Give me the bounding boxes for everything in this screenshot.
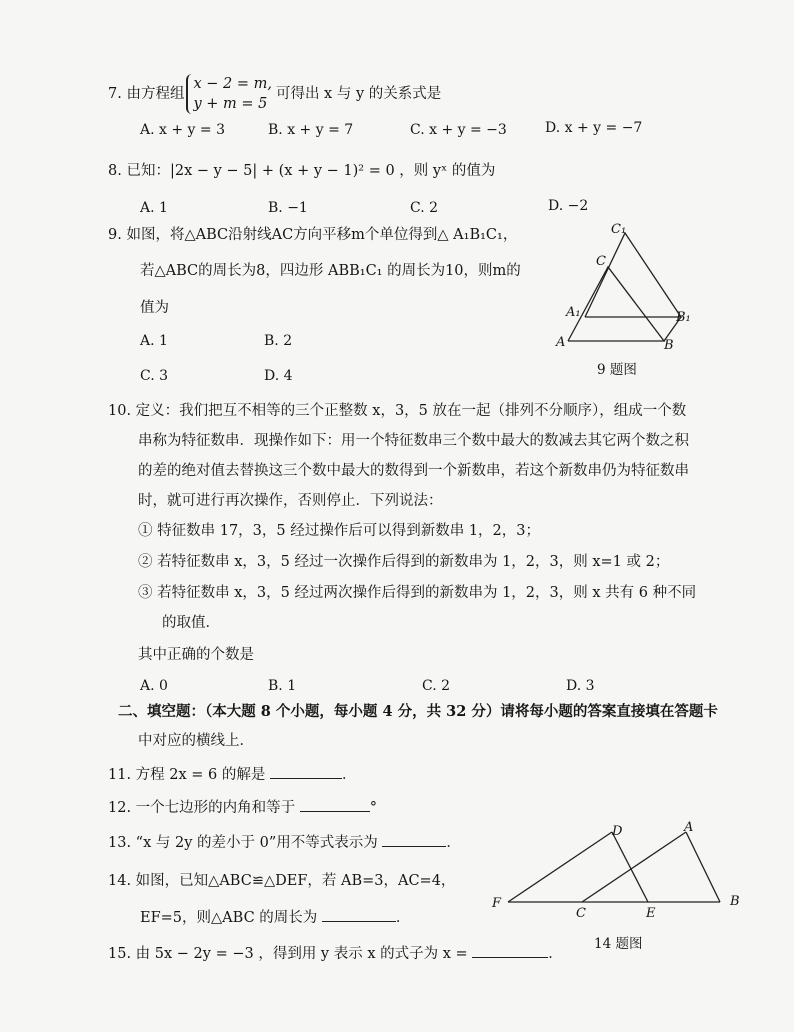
question-stem-line-2: 串称为特征数串．现操作如下：用一个特征数串三个数中最大的数减去其它两个数之积 [138, 433, 689, 449]
statement-1: ① 特征数串 17，3，5 经过操作后可以得到新数串 1，2，3； [138, 523, 541, 539]
option-d: D. −2 [548, 198, 589, 214]
question-end: ． [342, 767, 357, 783]
figure-9-caption: 9 题图 [597, 362, 637, 378]
vertex-label-c: C [596, 254, 606, 269]
question-13 [108, 833, 461, 852]
answer-blank[interactable] [472, 944, 548, 958]
figure-9 [560, 225, 710, 360]
question-number: 9. [108, 227, 122, 243]
question-stem-tail: 可得出 x 与 y 的关系式是 [275, 86, 442, 102]
question-9 [108, 226, 517, 244]
vertex-label-b: B [664, 338, 674, 353]
option-a: A. 1 [140, 333, 168, 349]
vertex-label-a1: A₁ [566, 305, 581, 320]
equation-1: x − 2 = m, [193, 76, 272, 92]
question-stem-line-1: 如图，已知△ABC≌△DEF，若 AB=3，AC=4， [135, 873, 456, 889]
question-stem: 已知：|2x − y − 5| + (x + y − 1)² = 0 ，则 yˣ 的值为 [126, 163, 496, 179]
statement-2: ② 若特征数串 x，3，5 经过一次操作后得到的新数串为 1，2，3，则 x=1 或 2； [138, 554, 670, 570]
option-d: D. 3 [566, 678, 595, 694]
vertex-label-a: A [684, 820, 694, 835]
question-7 [108, 74, 441, 114]
triangle-a1b1c1 [585, 233, 681, 317]
vertex-label-c: C [576, 906, 586, 921]
question-stem-line-3: 的差的绝对值去替换这三个数中最大的数得到一个新数串，若这个新数串仍为特征数串 [138, 463, 689, 479]
question-15 [108, 944, 563, 963]
segment-ca [582, 832, 686, 902]
option-b: B. 1 [268, 678, 297, 694]
question-stem: 由方程组 [126, 86, 185, 102]
question-number: 8. [108, 163, 122, 179]
question-stem-line-4: 时，就可进行再次操作，否则停止．下列说法： [138, 493, 443, 509]
equation-2: y + m = 5 [193, 96, 268, 112]
statement-3-continued: 的取值． [162, 615, 220, 631]
vertex-label-b: B [730, 894, 740, 909]
segment-ab [686, 832, 720, 902]
option-a: A. 1 [140, 200, 168, 216]
question-stem: 一个七边形的内角和等于 [135, 800, 296, 816]
option-d: D. x + y = −7 [545, 120, 643, 136]
question-stem: “x 与 2y 的差小于 0”用不等式表示为 [135, 835, 378, 851]
question-number: 10. [108, 403, 132, 419]
question-stem-line-1: 如图，将△ABC沿射线AC方向平移m个单位得到△ A₁B₁C₁， [126, 227, 518, 243]
question-end: ． [446, 835, 461, 851]
option-c: C. 3 [140, 368, 169, 384]
answer-blank[interactable] [382, 833, 446, 847]
option-b: B. 2 [264, 333, 293, 349]
segment-de [612, 832, 648, 902]
question-stem: 方程 2x = 6 的解是 [135, 767, 266, 783]
option-a: A. 0 [140, 678, 168, 694]
vertex-label-b1: B₁ [676, 310, 691, 325]
option-d: D. 4 [264, 368, 293, 384]
vertex-label-a: A [556, 335, 566, 350]
section-2-heading: 二、填空题：（本大题 8 个小题，每小题 4 分，共 32 分）请将每小题的答案直接填在答题卡 [118, 703, 718, 720]
option-a: A. x + y = 3 [140, 122, 225, 138]
question-number: 15. [108, 946, 132, 962]
vertex-label-e: E [646, 906, 656, 921]
question-stem-line-3: 值为 [140, 300, 169, 316]
vertex-label-f: F [492, 896, 502, 911]
question-number: 7. [108, 86, 122, 102]
question-stem-line-2: EF=5，则△ABC 的周长为 [140, 910, 318, 926]
answer-blank[interactable] [270, 765, 342, 779]
answer-blank[interactable] [322, 908, 396, 922]
question-number: 13. [108, 835, 132, 851]
question-14-line-2 [140, 908, 410, 927]
question-stem-line-2: 若△ABC的周长为8，四边形 ABB₁C₁ 的周长为10，则m的 [140, 263, 521, 279]
option-c: C. 2 [422, 678, 451, 694]
question-stem-line-1: 定义：我们把互不相等的三个正整数 x，3，5 放在一起（排列不分顺序），组成一个数 [135, 403, 687, 419]
vertex-label-c1: C₁ [611, 222, 627, 237]
option-b: B. x + y = 7 [268, 122, 354, 138]
triangle-abc [568, 267, 664, 341]
question-14 [108, 872, 455, 890]
option-c: C. x + y = −3 [410, 122, 507, 138]
vertex-label-d: D [612, 824, 623, 839]
question-number: 12. [108, 800, 132, 816]
question-number: 11. [108, 767, 132, 783]
question-number: 14. [108, 873, 132, 889]
question-end: ° [369, 800, 378, 816]
question-8 [108, 162, 495, 180]
answer-blank[interactable] [300, 798, 370, 812]
question-end: ． [548, 946, 563, 962]
question-11 [108, 765, 357, 784]
question-ask: 其中正确的个数是 [138, 647, 254, 663]
section-2-heading-continued: 中对应的横线上． [138, 733, 254, 749]
question-stem: 由 5x − 2y = −3 ，得到用 y 表示 x 的式子为 x = [135, 946, 468, 962]
equation-system [186, 74, 272, 114]
question-10 [108, 402, 686, 420]
option-b: B. −1 [268, 200, 308, 216]
question-end: ． [395, 910, 411, 926]
option-c: C. 2 [410, 200, 439, 216]
statement-3: ③ 若特征数串 x，3，5 经过两次操作后得到的新数串为 1，2，3，则 x 共有 6 种不同 [138, 585, 697, 601]
figure-14-caption: 14 题图 [594, 936, 643, 952]
segment-fd [508, 832, 612, 902]
question-12 [108, 798, 377, 817]
